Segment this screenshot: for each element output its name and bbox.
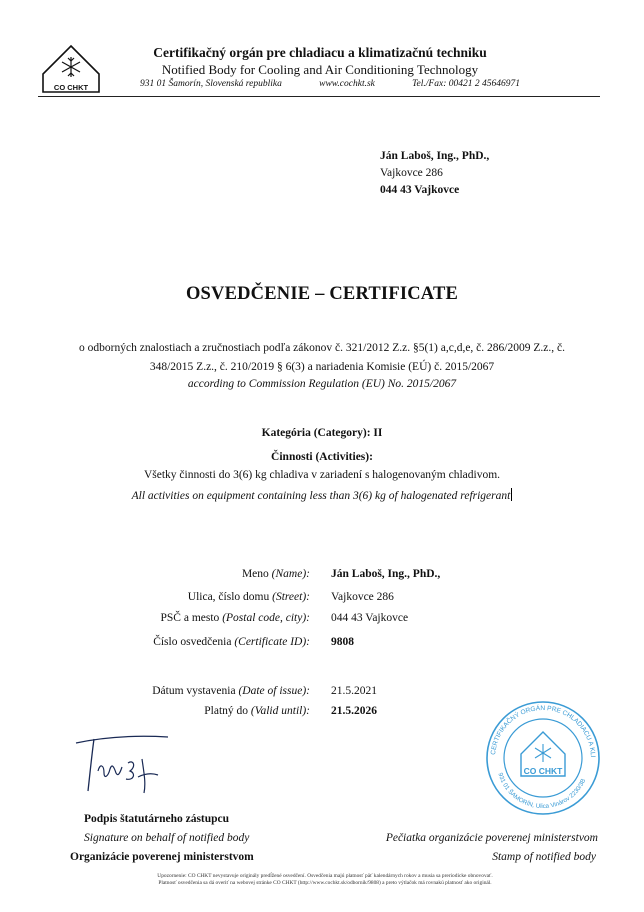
- org-address: 931 01 Šamorín, Slovenská republika: [140, 79, 282, 89]
- org-contact: [140, 79, 520, 89]
- org-logo: [40, 44, 102, 94]
- field-label-sk: Ulica, číslo domu: [187, 591, 270, 603]
- recipient-city: 044 43 Vajkovce: [380, 184, 460, 196]
- snowflake-icon: [62, 57, 80, 77]
- field-label: [0, 636, 310, 648]
- signature-org: Organizácie poverenej ministerstvom: [70, 851, 254, 863]
- field-value: 21.5.2026: [331, 705, 377, 717]
- legal-basis-line1: o odborných znalostiach a zručnostiach podľa zákonov č. 321/2012 Z.z. §5(1) a,c,d,e, č. 286/2009 Z.z., č.: [79, 342, 565, 354]
- field-value: 9808: [331, 636, 354, 648]
- field-value: Vajkovce 286: [331, 591, 394, 603]
- legal-basis-line2: 348/2015 Z.z., č. 210/2019 § 6(3) a nariadenia Komisie (EÚ) č. 2015/2067: [149, 361, 495, 373]
- field-label: [0, 685, 310, 697]
- field-label-sk: PSČ a mesto: [160, 612, 220, 624]
- legal-basis-en: according to Commission Regulation (EU) No. 2015/2067: [187, 378, 457, 390]
- activities-en: All activities on equipment containing less than 3(6) kg of halogenated refrigerant: [131, 490, 511, 502]
- org-name-sk: Certifikačný orgán pre chladiacu a klimatizačnú techniku: [153, 45, 487, 60]
- signature-label-en: Signature on behalf of notified body: [84, 832, 250, 844]
- certificate-title: OSVEDČENIE – CERTIFICATE: [185, 284, 459, 304]
- field-label-en: (Name):: [271, 568, 310, 580]
- org-phone: Tel./Fax: 00421 2 45646971: [412, 79, 520, 89]
- recipient-street: Vajkovce 286: [380, 167, 443, 179]
- stamp-label-en: Stamp of notified body: [492, 851, 596, 863]
- footer-note-1: Upozornenie: CO CHKT nevystavuje originály predĺžené osvedčení. Osvedčenia majú platnosť päť kalendárnych rokov a musia sa preriodicke obnovovať.: [157, 873, 493, 879]
- logo-text: CO CHKT: [53, 83, 89, 92]
- field-label-sk: Meno: [241, 568, 269, 580]
- footer-note-2: Platnosť osvedčenia sa dá overiť na webovej stránke CO CHKT (http://www.cochkt.sk/odbornik/9808) a preto výtlačok má rovnakú platnosť ako originál.: [158, 880, 492, 886]
- field-label: [0, 705, 310, 717]
- field-label: [0, 612, 310, 624]
- field-value: 21.5.2021: [331, 685, 377, 697]
- category: Kategória (Category): II: [261, 427, 383, 439]
- official-stamp: [485, 700, 601, 816]
- signature-label-sk: Podpis štatutárneho zástupcu: [84, 813, 230, 825]
- org-web: www.cochkt.sk: [319, 79, 375, 89]
- field-label-en: (Date of issue):: [238, 685, 310, 697]
- field-label-en: (Postal code, city):: [222, 612, 310, 624]
- stamp-snowflake-icon: [535, 744, 551, 762]
- field-label-en: (Street):: [272, 591, 310, 603]
- signature: [74, 733, 172, 795]
- field-value: 044 43 Vajkovce: [331, 612, 409, 624]
- field-label-sk: Platný do: [204, 705, 249, 717]
- header-divider: [38, 96, 600, 97]
- text-cursor: [511, 488, 512, 501]
- activities-sk: Všetky činnosti do 3(6) kg chladiva v zariadení s halogenovaným chladivom.: [143, 469, 501, 481]
- stamp-ring-text: CERTIFIKAČNÝ ORGÁN PRE CHLADIACU A KLI: [490, 704, 597, 758]
- field-label-sk: Dátum vystavenia: [152, 685, 236, 697]
- recipient-name: Ján Laboš, Ing., PhD.,: [380, 150, 490, 162]
- svg-text:CERTIFIKAČNÝ ORGÁN PRE CHLADIA: [485, 700, 596, 758]
- field-label-sk: Číslo osvedčenia: [153, 636, 232, 648]
- field-label: [0, 568, 310, 580]
- field-label-en: (Certificate ID):: [234, 636, 310, 648]
- field-label-en: (Valid until):: [250, 705, 310, 717]
- stamp-bottom-text: 931 01 ŠAMORÍN, Ulica Vinárov 2230/3B: [496, 771, 588, 811]
- field-label: [0, 591, 310, 603]
- stamp-center-text: CO CHKT: [523, 766, 563, 776]
- activities-en-wrap: [30, 488, 614, 502]
- activities-title: Činnosti (Activities):: [271, 451, 373, 463]
- field-value: Ján Laboš, Ing., PhD.,: [331, 568, 441, 580]
- org-name-en: Notified Body for Cooling and Air Conditioning Technology: [161, 62, 479, 77]
- stamp-label-sk: Pečiatka organizácie poverenej ministerstvom: [385, 832, 598, 844]
